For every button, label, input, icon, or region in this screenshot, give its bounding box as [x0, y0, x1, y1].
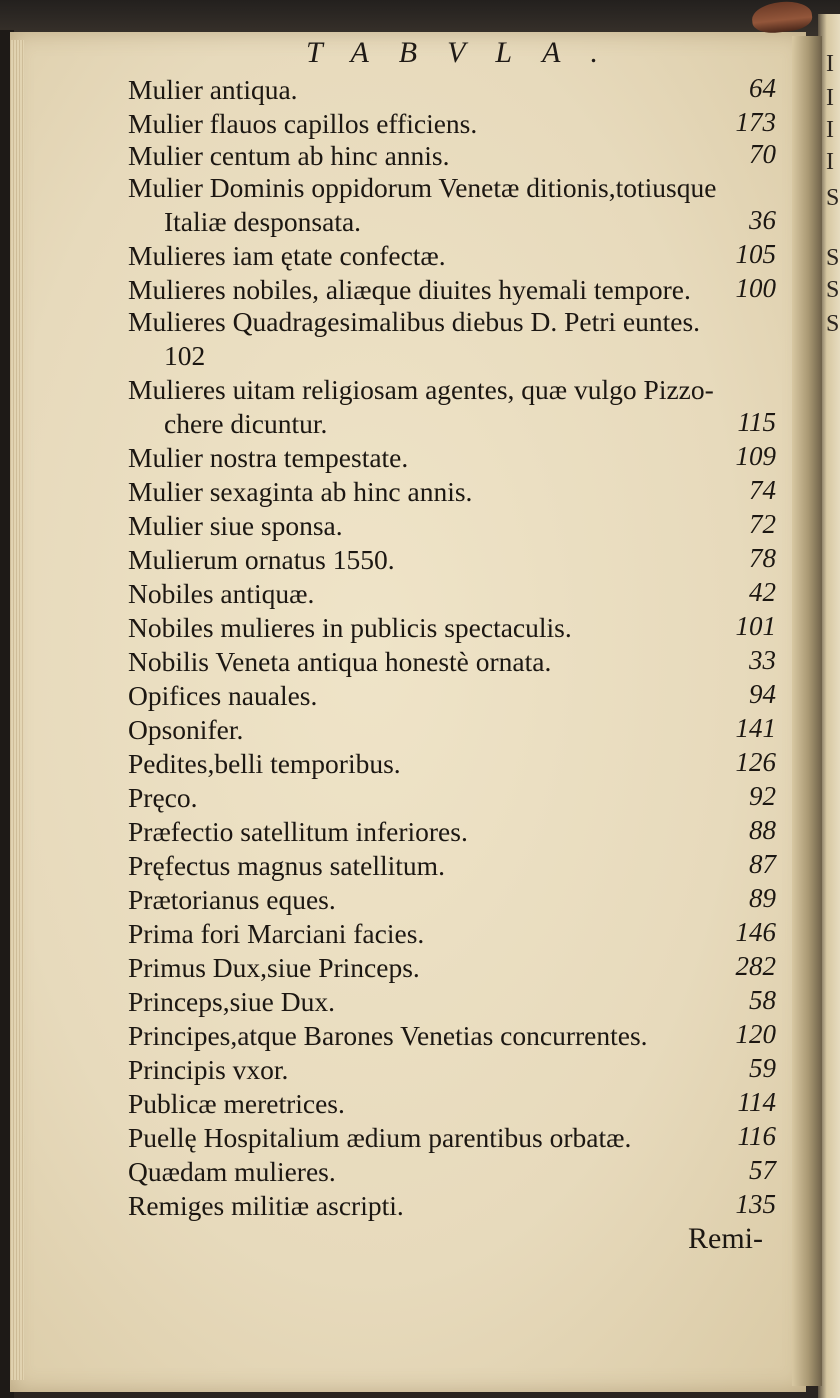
index-entry-text: Mulier flauos capillos efficiens. [128, 108, 478, 139]
index-entry [128, 780, 776, 816]
index-entry-text: Publicæ meretrices. [128, 1088, 345, 1119]
index-entry-text: Pręco. [128, 782, 198, 813]
index-entry-text: Princeps,siue Dux. [128, 986, 335, 1017]
index-entry-page: 36 [749, 205, 776, 235]
index-entry [128, 508, 776, 544]
index-entry [128, 138, 776, 174]
index-entry-page: 92 [749, 781, 776, 811]
index-entry [128, 1086, 776, 1122]
index-entry-page: 78 [749, 543, 776, 573]
index-entry-page: 42 [749, 577, 776, 607]
index-entry-text: Præfectio satellitum inferiores. [128, 816, 468, 847]
index-entry-page: 58 [749, 985, 776, 1015]
next-page-letter: S [826, 245, 840, 271]
index-entry-page: 173 [735, 107, 776, 137]
index-entry [128, 1018, 776, 1054]
next-page-letter: S [826, 185, 840, 211]
index-entry-text: Nobiles antiquæ. [128, 578, 315, 609]
index-entry [128, 106, 776, 142]
index-entry [128, 474, 776, 510]
index-entry [128, 848, 776, 884]
index-entry [128, 950, 776, 986]
page-header: TABVLA. [306, 36, 628, 69]
index-entry-page: 72 [749, 509, 776, 539]
index-entry-text: Nobiles mulieres in publicis spectaculis. [128, 612, 572, 643]
index-entry-text: Prima fori Marciani facies. [128, 918, 425, 949]
index-entry-page: 105 [735, 239, 776, 269]
index-entry-text: Mulier siue sponsa. [128, 510, 343, 541]
index-entry-page: 94 [749, 679, 776, 709]
index-entry-text: Remiges militiæ ascripti. [128, 1190, 404, 1221]
index-entry-page: 116 [737, 1121, 776, 1151]
index-entry [128, 372, 776, 408]
index-entry [128, 712, 776, 748]
index-entry [128, 746, 776, 782]
index-entry-text: Mulier nostra tempestate. [128, 442, 409, 473]
index-entry-page: 100 [735, 273, 776, 303]
index-entry-page: 101 [735, 611, 776, 641]
index-entry-text: 102 [164, 340, 206, 371]
index-entry-text: Italiæ desponsata. [164, 206, 362, 237]
index-entry [128, 542, 776, 578]
index-entry [128, 882, 776, 918]
index-entry-text: Mulier centum ab hinc annis. [128, 140, 450, 171]
index-entry-page: 88 [749, 815, 776, 845]
index-entry-page: 33 [749, 645, 776, 675]
index-entry-page: 70 [749, 139, 776, 169]
index-entry [128, 1154, 776, 1190]
index-entry [128, 610, 776, 646]
index-entry [128, 238, 776, 274]
next-page-letter: I [826, 51, 834, 77]
index-entry [128, 170, 776, 206]
index-entry [128, 576, 776, 612]
index-entry-page: 120 [735, 1019, 776, 1049]
index-entry-text: Mulieres uitam religiosam agentes, quæ vulgo Pizzo- [128, 374, 714, 405]
index-entry [128, 916, 776, 952]
index-entry-page: 64 [749, 73, 776, 103]
index-entry-text: Principis vxor. [128, 1054, 289, 1085]
index-entry [128, 644, 776, 680]
index-entry-page: 126 [735, 747, 776, 777]
index-entry-text: Puellę Hospitalium ædium parentibus orbatæ. [128, 1122, 632, 1153]
index-entry-text: Mulier Dominis oppidorum Venetæ ditionis,totiusque [128, 172, 717, 203]
next-page-letter: S [826, 277, 840, 303]
index-entry-page: 114 [737, 1087, 776, 1117]
index-entry-page: 109 [735, 441, 776, 471]
index-entry-page: 57 [749, 1155, 776, 1185]
index-entry-page: 135 [735, 1189, 776, 1219]
index-entry [164, 204, 776, 240]
index-entry-text: Primus Dux,siue Princeps. [128, 952, 420, 983]
index-entry-page: 59 [749, 1053, 776, 1083]
index-entry-page: 146 [735, 917, 776, 947]
index-entry-page: 141 [735, 713, 776, 743]
index-entry [164, 406, 776, 442]
index-entry [128, 304, 776, 340]
index-entry-text: Nobilis Veneta antiqua honestè ornata. [128, 646, 552, 677]
index-entry [128, 1052, 776, 1088]
index-entry-page: 74 [749, 475, 776, 505]
index-entry-page: 282 [735, 951, 776, 981]
index-entry-text: Mulier antiqua. [128, 74, 298, 105]
next-page-letter: S [826, 311, 840, 337]
index-entry-text: Prætorianus eques. [128, 884, 336, 915]
index-entry [128, 272, 776, 308]
book-gutter [792, 36, 822, 1386]
index-entry [128, 678, 776, 714]
index-entry-page: 89 [749, 883, 776, 913]
index-entry [128, 440, 776, 476]
index-entry-text: Quædam mulieres. [128, 1156, 336, 1187]
index-entry [128, 72, 776, 108]
index-entry-text: chere dicuntur. [164, 408, 328, 439]
next-page-letter: I [826, 117, 834, 143]
index-entry-text: Principes,atque Barones Venetias concurrentes. [128, 1020, 648, 1051]
index-entry-text: Opifices nauales. [128, 680, 318, 711]
index-entry-page: 87 [749, 849, 776, 879]
index-entry-page: 115 [737, 407, 776, 437]
index-entry-text: Mulier sexaginta ab hinc annis. [128, 476, 473, 507]
index-entry [164, 338, 776, 374]
index-entry-text: Mulieres iam ętate confectæ. [128, 240, 446, 271]
index-entry [128, 1188, 776, 1224]
index-entry-text: Pedites,belli temporibus. [128, 748, 401, 779]
index-entry-text: Mulieres nobiles, aliæque diuites hyemali tempore. [128, 274, 691, 305]
page-stack-lines [10, 40, 24, 1380]
index-entry [128, 814, 776, 850]
catchword: Remi- [688, 1222, 763, 1255]
index-entry-text: Opsonifer. [128, 714, 244, 745]
index-entry [128, 1120, 776, 1156]
index-entry-text: Pręfectus magnus satellitum. [128, 850, 445, 881]
index-entry-text: Mulieres Quadragesimalibus diebus D. Petri euntes. [128, 306, 701, 337]
index-entry-text: Mulierum ornatus 1550. [128, 544, 395, 575]
next-page-letter: I [826, 85, 834, 111]
next-page-letter: I [826, 149, 834, 175]
index-entry [128, 984, 776, 1020]
